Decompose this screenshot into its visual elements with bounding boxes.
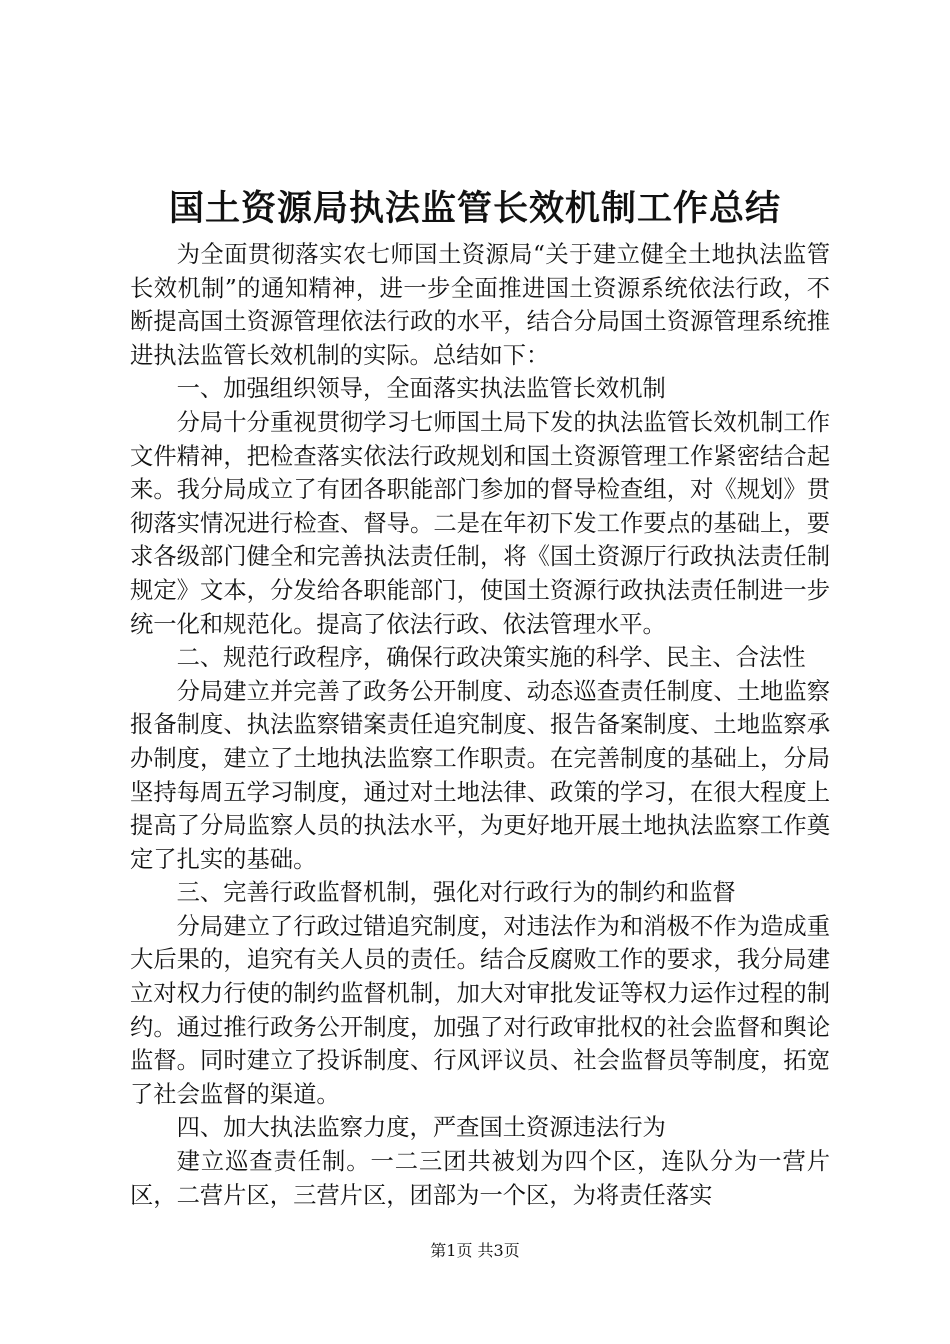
paragraph-section-4: 建立巡查责任制。一二三团共被划为四个区，连队分为一营片区，二营片区，三营片区，团部为一个区，为将责任落实 — [130, 1148, 830, 1209]
section-heading-2: 二、规范行政程序，确保行政决策实施的科学、民主、合法性 — [176, 644, 806, 672]
document-title: 国土资源局执法监管长效机制工作总结 — [168, 188, 781, 229]
section-heading-3: 三、完善行政监督机制，强化对行政行为的制约和监督 — [176, 879, 736, 907]
document-body — [130, 238, 830, 1212]
section-heading-4: 四、加大执法监察力度，严查国土资源违法行为 — [176, 1114, 666, 1142]
page-number-footer: 第1页 共3页 — [430, 1241, 520, 1260]
paragraph-section-2: 分局建立并完善了政务公开制度、动态巡查责任制度、土地监察报备制度、执法监察错案责任追究制度、报告备案制度、土地监察承办制度，建立了土地执法监察工作职责。在完善制度的基础上，分局坚持每周五学习制度，通过对土地法律、政策的学习，在很大程度上提高了分局监察人员的执法水平，为更好地开展土地执法监察工作奠定了扎实的基础。 — [130, 677, 830, 873]
paragraph-intro: 为全面贯彻落实农七师国土资源局“关于建立健全土地执法监管长效机制”的通知精神，进一步全面推进国土资源系统依法行政，不断提高国土资源管理依法行政的水平，结合分局国土资源管理系统推进执法监管长效机制的实际。总结如下： — [130, 241, 830, 369]
section-heading-1: 一、加强组织领导，全面落实执法监管长效机制 — [176, 375, 666, 403]
paragraph-section-3: 分局建立了行政过错追究制度，对违法作为和消极不作为造成重大后果的，追究有关人员的责任。结合反腐败工作的要求，我分局建立对权力行使的制约监督机制，加大对审批发证等权力运作过程的制约。通过推行政务公开制度，加强了对行政审批权的社会监督和舆论监督。同时建立了投诉制度、行风评议员、社会监督员等制度，拓宽了社会监督的渠道。 — [130, 912, 830, 1108]
paragraph-section-1: 分局十分重视贯彻学习七师国土局下发的执法监管长效机制工作文件精神，把检查落实依法行政规划和国土资源管理工作紧密结合起来。我分局成立了有团各职能部门参加的督导检查组，对《规划》贯彻落实情况进行检查、督导。二是在年初下发工作要点的基础上，要求各级部门健全和完善执法责任制，将《国土资源厅行政执法责任制规定》文本，分发给各职能部门，使国土资源行政执法责任制进一步统一化和规范化。提高了依法行政、依法管理水平。 — [130, 408, 830, 638]
